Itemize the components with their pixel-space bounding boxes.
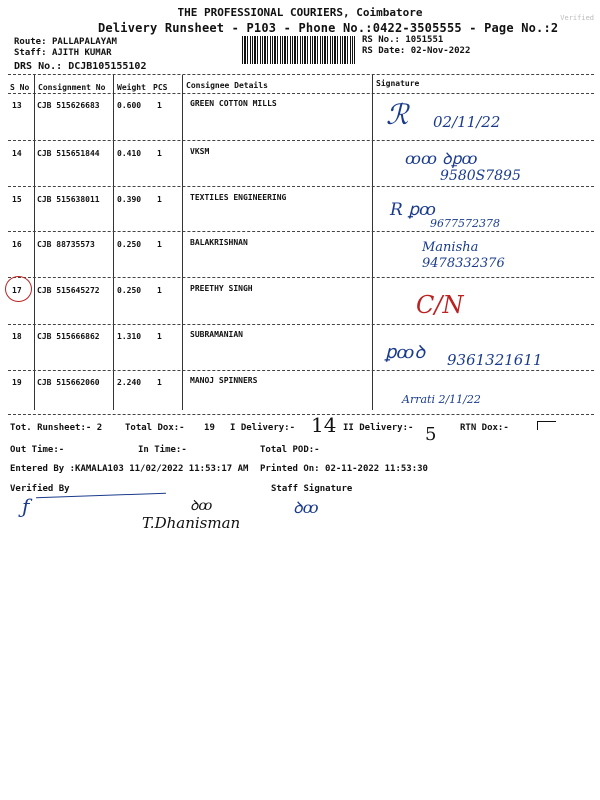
row-signature: Manisha 9478332376 (422, 240, 505, 271)
i-delivery-value: 14 (311, 413, 337, 437)
row-consignment: CJB 515645272 (37, 286, 100, 295)
row-rule (8, 370, 594, 371)
row-weight: 0.390 (117, 195, 142, 204)
i-delivery-label: I Delivery:- (230, 423, 296, 433)
total-dox (125, 423, 215, 433)
signature-scribble: ꝏꝏ ꝺꝑꝏ (405, 149, 478, 168)
row-pcs: 1 (157, 195, 162, 204)
barcode (242, 36, 355, 64)
row-rule (8, 231, 594, 232)
ii-delivery-label: II Delivery:- (343, 423, 414, 433)
tot-runsheet-value: 2 (96, 423, 103, 433)
verifier-signature: T.Dhanisman (142, 514, 241, 532)
table-bottom-rule (8, 414, 594, 415)
in-time-label: In Time:- (138, 445, 187, 455)
runsheet-subtitle: Delivery Runsheet - P103 - Phone No.:0422-3505555 - Page No.:2 (98, 21, 559, 35)
row-consignee: SUBRAMANIAN (190, 330, 243, 339)
row-consignment: CJB 515662060 (37, 378, 100, 387)
row-consignee: TEXTILES ENGINEERING (190, 193, 287, 202)
row-sno: 13 (12, 101, 22, 110)
rs-date-label: RS Date: (362, 46, 406, 56)
row-pcs: 1 (157, 286, 162, 295)
row-sno: 19 (12, 378, 22, 387)
row-signature: 9361321611 (447, 351, 543, 369)
staff-value: AJITH KUMAR (51, 48, 112, 58)
col-signature: Signature (376, 79, 420, 88)
verified-by-label: Verified By (10, 484, 70, 494)
row-sno: 15 (12, 195, 22, 204)
drs-label: DRS No.: (14, 61, 63, 72)
row-rule (8, 277, 594, 278)
row-pcs: 1 (157, 378, 162, 387)
row-weight: 0.410 (117, 149, 142, 158)
signature-scribble: ꝑꝏꝺ (385, 342, 426, 363)
row-pcs: 1 (157, 332, 162, 341)
rtn-dox-label: RTN Dox:- (460, 423, 509, 433)
row-consignment: CJB 515666862 (37, 332, 100, 341)
row-consignee: GREEN COTTON MILLS (190, 99, 277, 108)
row-consignee: PREETHY SINGH (190, 284, 253, 293)
row-weight: 1.310 (117, 332, 142, 341)
row-signature: Arrati 2/11/22 (402, 393, 481, 406)
row-consignment: CJB 515626683 (37, 101, 100, 110)
signature-scribble: ꝺꝏ (190, 498, 213, 514)
ii-delivery-value: 5 (425, 424, 437, 445)
col-weight: Weight (117, 83, 146, 92)
rs-date-row (362, 46, 470, 56)
row-rule (8, 324, 594, 325)
col-divider (372, 75, 373, 410)
signature-scribble: R ꝑꝏ (390, 200, 436, 220)
row-signature: 9677572378 (430, 217, 500, 230)
route-value: PALLAPALAYAM (51, 37, 117, 47)
corner-mark: Verified (560, 14, 594, 22)
row-consignment: CJB 515651844 (37, 149, 100, 158)
total-pod-label: Total POD:- (260, 445, 320, 455)
row-rule (8, 186, 594, 187)
table-top-rule (8, 74, 594, 75)
entered-by: Entered By :KAMALA103 11/02/2022 11:53:17 AM (10, 464, 249, 474)
row-pcs: 1 (157, 149, 162, 158)
rs-no-row (362, 35, 443, 45)
header-bottom-rule (8, 93, 594, 94)
col-pcs: PCS (153, 83, 168, 92)
total-dox-value: 19 (204, 423, 215, 433)
rs-no-label: RS No.: (362, 35, 400, 45)
drs-row (14, 61, 146, 72)
staff-signature-label: Staff Signature (271, 484, 353, 494)
row-consignee: MANOJ SPINNERS (190, 376, 258, 385)
row-consignee: VKSM (190, 147, 210, 156)
rs-no-value: 1051551 (405, 35, 444, 45)
rtn-dox-mark (537, 421, 556, 430)
route-label: Route: (14, 37, 47, 47)
row-signature: 02/11/22 (433, 113, 501, 131)
company-title: THE PROFESSIONAL COURIERS, Coimbatore (177, 6, 423, 19)
row-signature: 9580S7895 (440, 168, 521, 184)
row-signature: C/N (416, 291, 464, 319)
signature-scribble: ƒ (22, 494, 30, 518)
row-consignee: BALAKRISHNAN (190, 238, 248, 247)
staff-label: Staff: (14, 48, 47, 58)
route-row (14, 37, 117, 47)
row-sno: 14 (12, 149, 22, 158)
tot-runsheet-label: Tot. Runsheet:- (10, 423, 92, 433)
row-sno: 17 (12, 286, 22, 295)
col-divider (113, 75, 114, 410)
drs-value: DCJB105155102 (68, 61, 147, 72)
row-weight: 0.250 (117, 240, 142, 249)
row-rule (8, 140, 594, 141)
staff-signature-scribble: ꝺꝏ (293, 498, 319, 517)
printed-on: Printed On: 02-11-2022 11:53:30 (260, 464, 428, 474)
row-pcs: 1 (157, 101, 162, 110)
tot-runsheet (10, 423, 102, 433)
col-consignment: Consignment No (38, 83, 106, 92)
row-sno: 16 (12, 240, 22, 249)
col-divider (182, 75, 183, 410)
row-weight: 0.600 (117, 101, 142, 110)
out-time-label: Out Time:- (10, 445, 65, 455)
rs-date-value: 02-Nov-2022 (410, 46, 471, 56)
col-consignee: Consignee Details (186, 81, 268, 90)
signature-scribble: ℛ (386, 98, 409, 131)
row-consignment: CJB 515638011 (37, 195, 100, 204)
col-divider (34, 75, 35, 410)
total-dox-label: Total Dox:- (125, 423, 185, 433)
row-pcs: 1 (157, 240, 162, 249)
row-sno: 18 (12, 332, 22, 341)
row-weight: 2.240 (117, 378, 142, 387)
row-consignment: CJB 88735573 (37, 240, 95, 249)
staff-row (14, 48, 112, 58)
row-weight: 0.250 (117, 286, 142, 295)
col-sno: S No (10, 83, 30, 92)
